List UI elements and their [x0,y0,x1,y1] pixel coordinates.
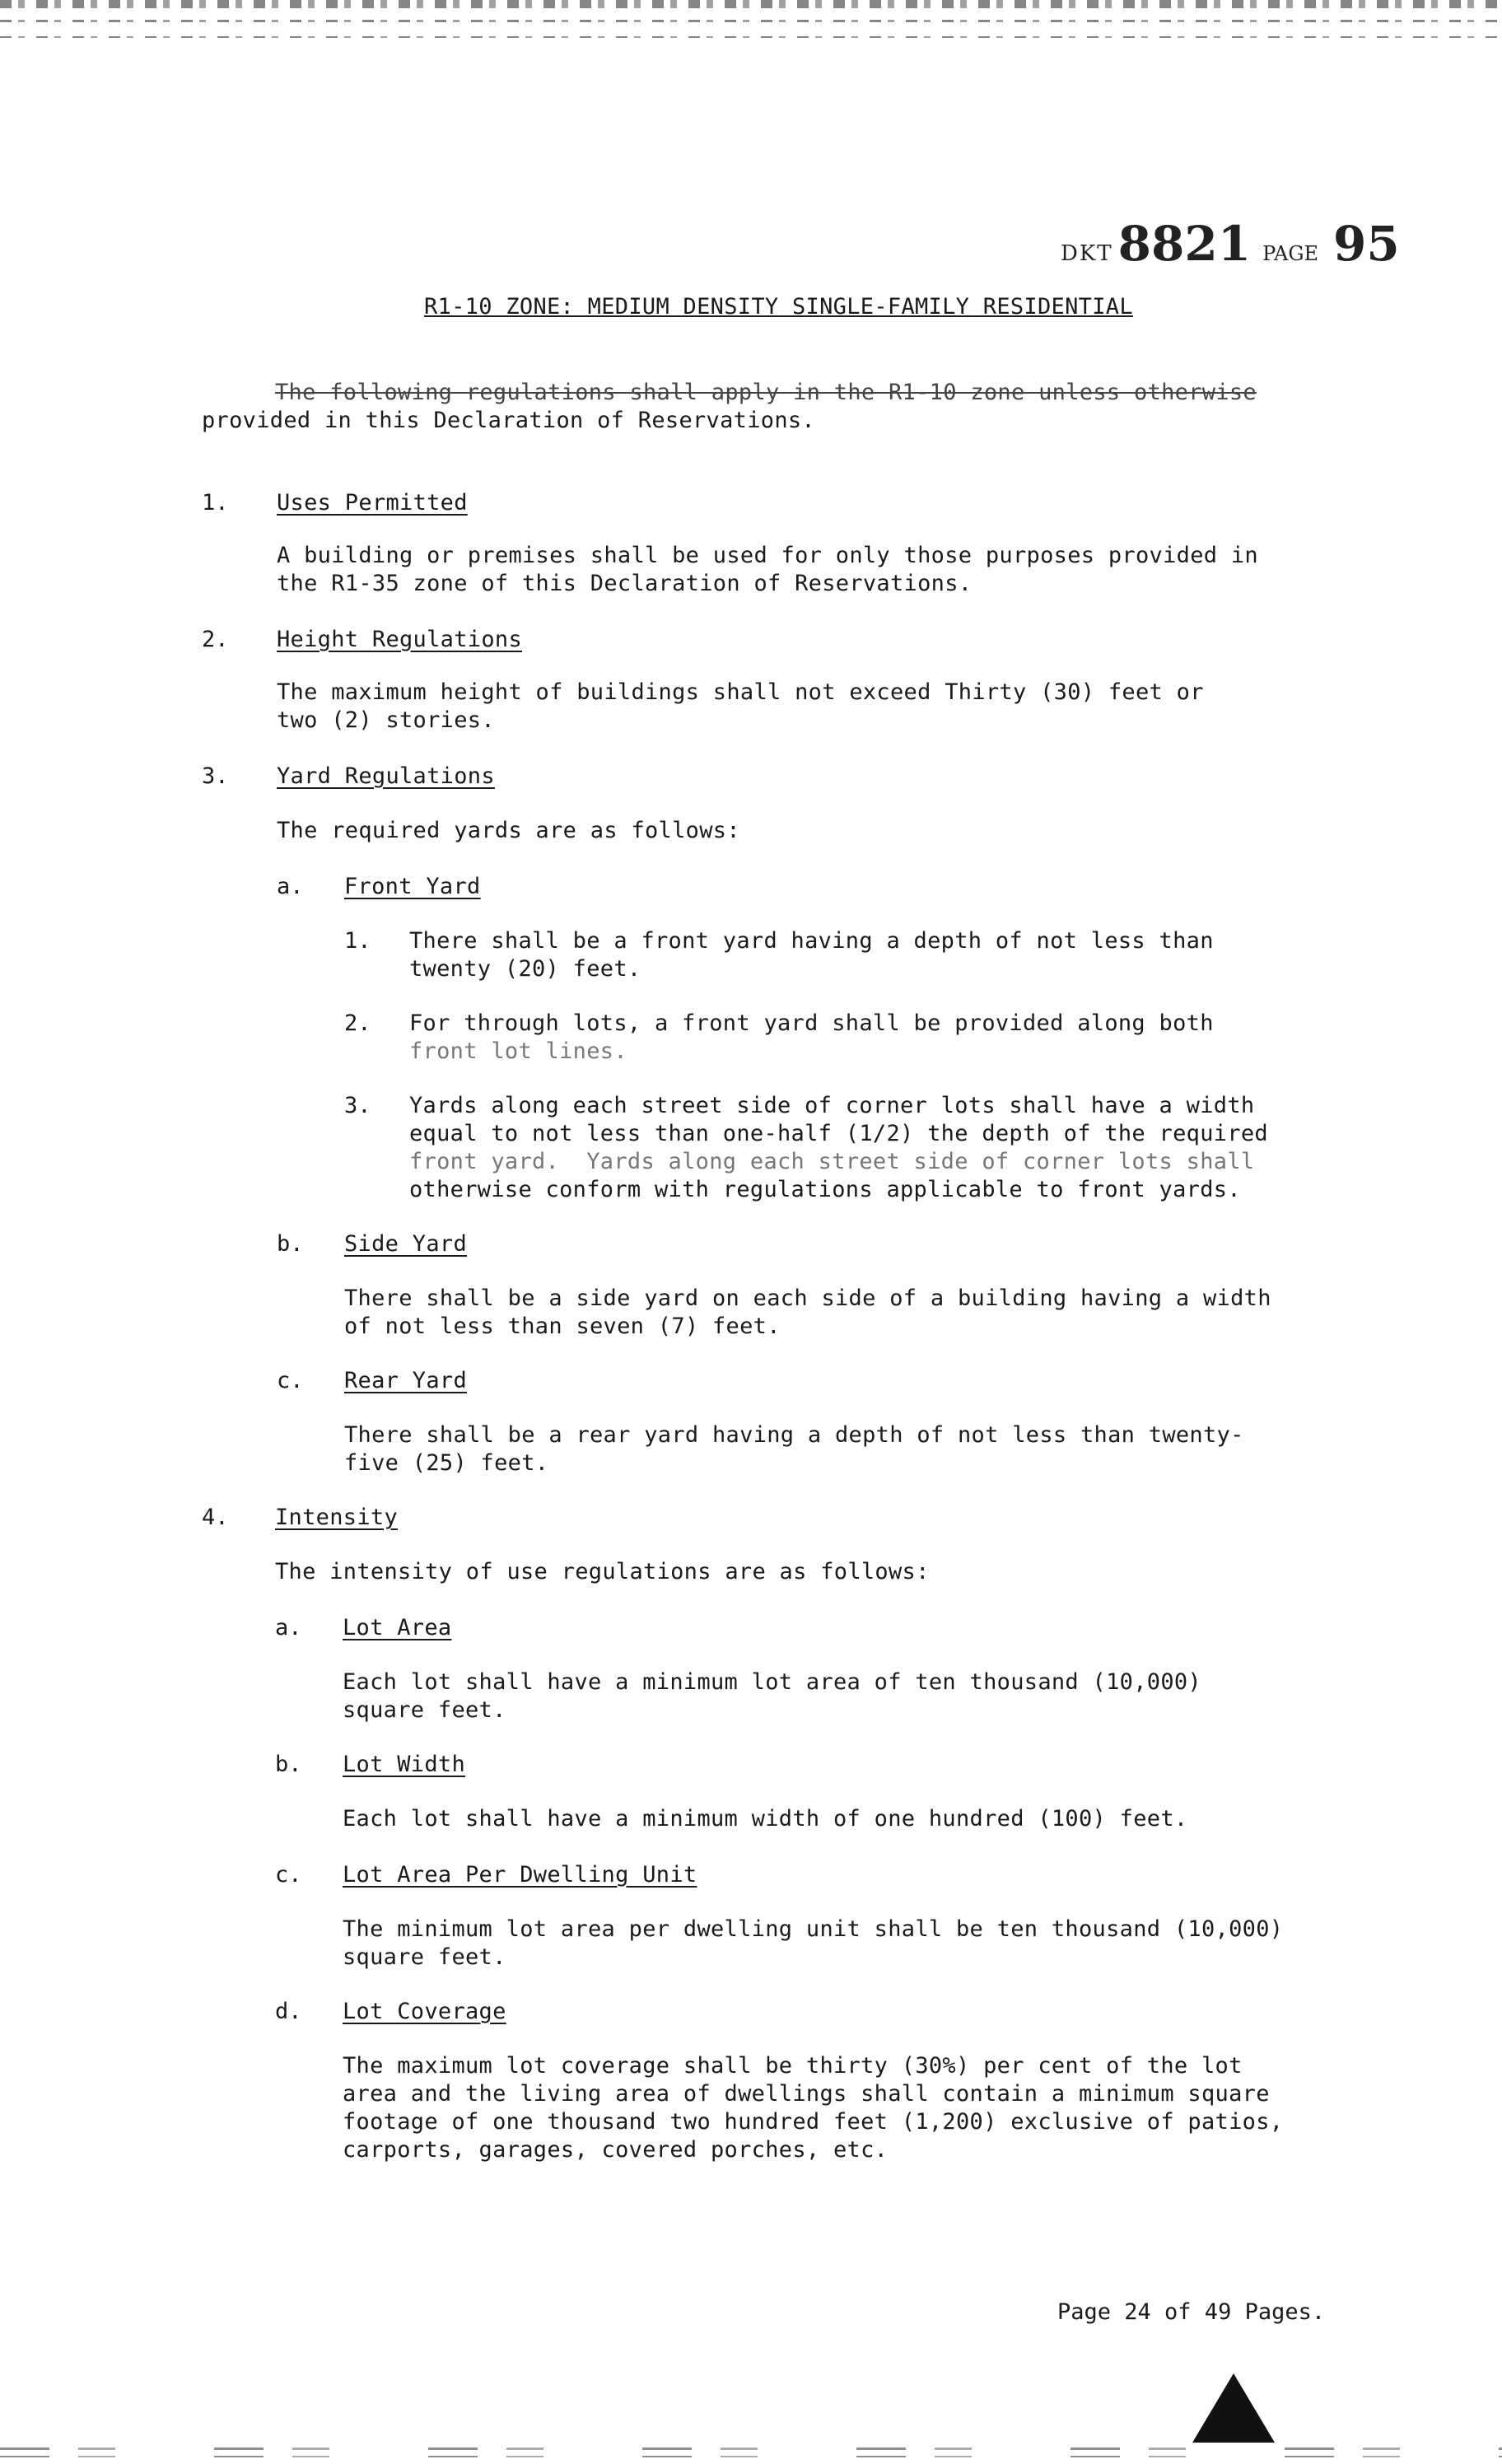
intro-line-1: The following regulations shall apply in the R1-10 zone unless otherwise [275,380,1257,405]
section-4-intro: The intensity of use regulations are as follows: [275,1559,930,1584]
docket-number: 8821 [1117,216,1252,272]
scan-noise-bottom [0,2438,1502,2464]
section-4c-line-1: The minimum lot area per dwelling unit shall be ten thousand (10,000) [343,1916,1284,1942]
section-3a-heading: Front Yard [344,874,481,899]
docket-stamp [1061,216,1400,282]
section-3a-letter: a. [277,874,304,899]
item-3a3-line-4: otherwise conform with regulations applicable to front yards. [409,1177,1241,1202]
section-4d-letter: d. [275,1999,302,2024]
section-3b-line-1: There shall be a side yard on each side of a building having a width [344,1286,1271,1311]
section-3c-line-1: There shall be a rear yard having a depth of not less than twenty- [344,1422,1244,1448]
section-3b-heading: Side Yard [344,1231,467,1257]
section-3c-line-2: five (25) feet. [344,1450,549,1476]
item-3a1-line-1: There shall be a front yard having a depth of not less than [409,928,1214,954]
section-4c-line-2: square feet. [343,1944,506,1970]
section-4b-line-1: Each lot shall have a minimum width of one hundred (100) feet. [343,1806,1188,1832]
section-4d-line-3: footage of one thousand two hundred feet (1,200) exclusive of patios, [343,2109,1284,2135]
section-3b-line-2: of not less than seven (7) feet. [344,1314,781,1339]
section-4d-heading: Lot Coverage [343,1999,506,2024]
section-4-heading: Intensity [275,1505,398,1530]
item-3a3-line-1: Yards along each street side of corner lots shall have a width [409,1093,1255,1118]
section-4d-line-1: The maximum lot coverage shall be thirty (30%) per cent of the lot [343,2053,1243,2079]
section-4a-letter: a. [275,1615,302,1640]
document-title: R1-10 ZONE: MEDIUM DENSITY SINGLE-FAMILY RESIDENTIAL [424,294,1133,320]
item-3a3-line-3: front yard. Yards along each street side of corner lots shall [409,1149,1255,1174]
section-4c-heading: Lot Area Per Dwelling Unit [343,1862,697,1888]
section-3-heading: Yard Regulations [277,763,495,789]
page-label: PAGE [1262,242,1319,265]
section-2-line-1: The maximum height of buildings shall not exceed Thirty (30) feet or [277,679,1204,705]
section-3c-letter: c. [277,1368,304,1393]
section-4b-letter: b. [275,1752,302,1777]
item-3a1-line-2: twenty (20) feet. [409,956,641,982]
section-2-heading: Height Regulations [277,627,522,652]
section-4b-heading: Lot Width [343,1752,465,1777]
section-4a-line-2: square feet. [343,1697,506,1723]
docket-label: DKT [1061,241,1113,266]
page-footer: Page 24 of 49 Pages. [1057,2299,1326,2325]
section-1-number: 1. [202,490,229,516]
item-3a1-number: 1. [344,928,371,954]
section-2-number: 2. [202,627,229,652]
intro-line-2: provided in this Declaration of Reservations. [202,408,815,433]
section-4-number: 4. [202,1505,229,1530]
item-3a2-number: 2. [344,1010,371,1036]
section-3-intro: The required yards are as follows: [277,818,740,843]
ink-blot [1192,2373,1275,2443]
item-3a3-line-2: equal to not less than one-half (1/2) the depth of the required [409,1121,1268,1146]
section-1-heading: Uses Permitted [277,490,468,516]
section-4c-letter: c. [275,1862,302,1888]
section-4d-line-4: carports, garages, covered porches, etc. [343,2137,889,2163]
item-3a2-line-2: front lot lines. [409,1038,627,1064]
item-3a2-line-1: For through lots, a front yard shall be provided along both [409,1010,1214,1036]
page-number: 95 [1333,216,1400,272]
section-4a-line-1: Each lot shall have a minimum lot area of ten thousand (10,000) [343,1669,1201,1695]
section-4a-heading: Lot Area [343,1615,452,1640]
section-1-line-2: the R1-35 zone of this Declaration of Reservations. [277,571,973,596]
section-3-number: 3. [202,763,229,789]
section-3c-heading: Rear Yard [344,1368,467,1393]
scan-noise-top [0,0,1502,49]
section-4d-line-2: area and the living area of dwellings shall contain a minimum square [343,2081,1270,2107]
section-2-line-2: two (2) stories. [277,707,495,733]
section-1-line-1: A building or premises shall be used for only those purposes provided in [277,543,1258,568]
item-3a3-number: 3. [344,1093,371,1118]
section-3b-letter: b. [277,1231,304,1257]
